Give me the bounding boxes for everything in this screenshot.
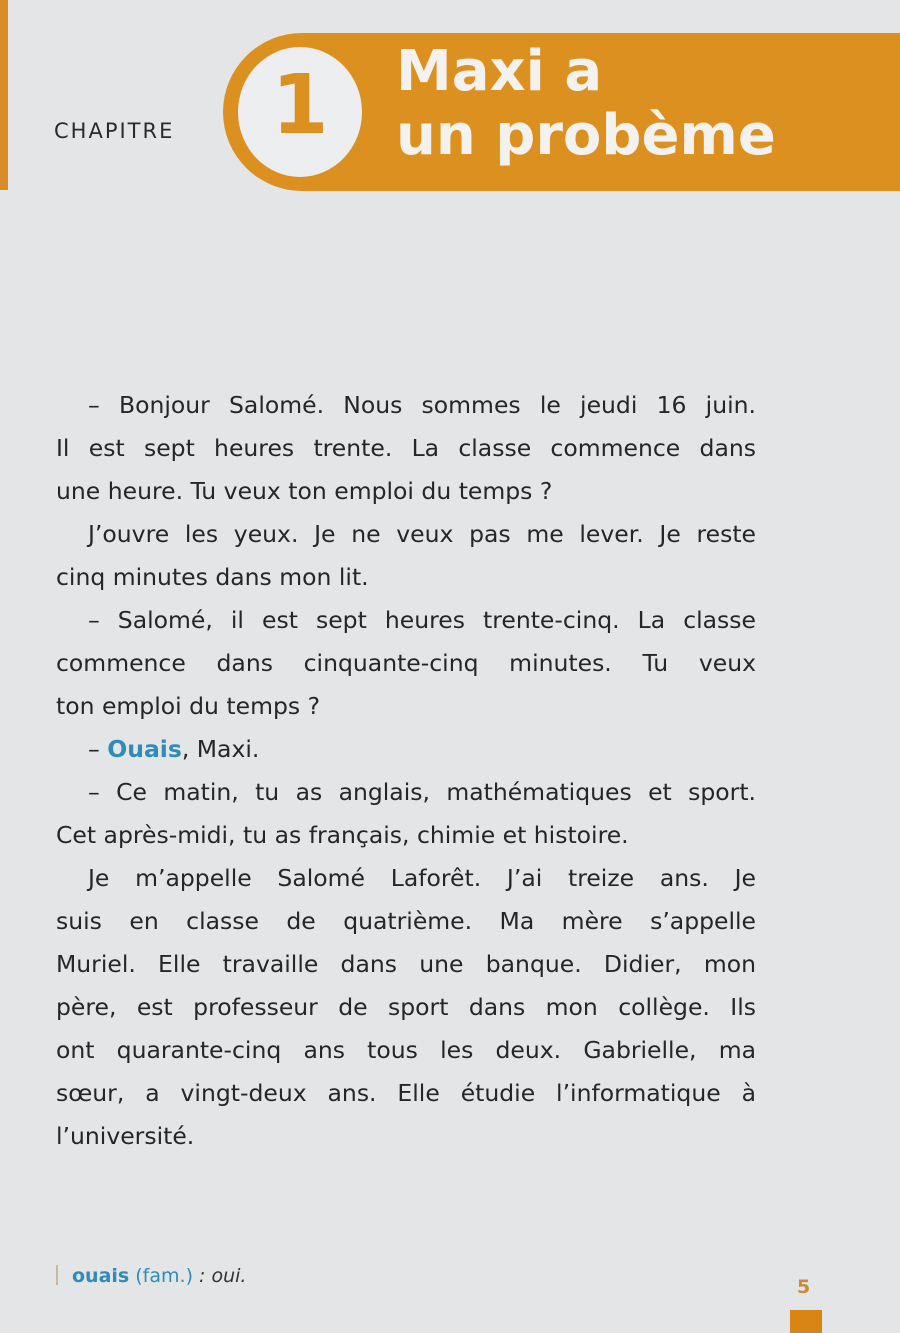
text-line: – Salomé, il est sept heures trente-cinq. La classe (88, 606, 756, 634)
dash: – (88, 735, 108, 763)
text-line: Muriel. Elle travaille dans une banque. Didier, mon (56, 950, 756, 978)
title-line-2: un probème (396, 103, 776, 168)
page-tab (790, 1310, 822, 1333)
line-rest: , Maxi. (181, 735, 260, 763)
footnote-definition: : oui. (192, 1265, 247, 1287)
footnote (56, 1265, 246, 1287)
text-line: J’ouvre les yeux. Je ne veux pas me lever. Je reste (88, 520, 756, 548)
footnote-word: ouais (72, 1265, 130, 1287)
text-line: commence dans cinquante-cinq minutes. Tu veux (56, 649, 756, 677)
chapter-label: CHAPITRE (54, 119, 175, 143)
text-line: – Bonjour Salomé. Nous sommes le jeudi 16 juin. (88, 391, 756, 419)
orange-page-edge (0, 0, 8, 190)
chapter-title (396, 40, 776, 168)
text-line: l’université. (56, 1122, 195, 1150)
text-line: Cet après-midi, tu as français, chimie et histoire. (56, 821, 629, 849)
text-line: Il est sept heures trente. La classe commence dans (56, 434, 756, 462)
page-number: 5 (797, 1276, 811, 1298)
text-line (56, 728, 756, 771)
text-line: père, est professeur de sport dans mon collège. Ils (56, 993, 756, 1021)
text-line: une heure. Tu veux ton emploi du temps ? (56, 477, 553, 505)
text-line: sœur, a vingt-deux ans. Elle étudie l’informatique à (56, 1079, 756, 1107)
footnote-bar (56, 1265, 58, 1285)
text-line: cinq minutes dans mon lit. (56, 563, 369, 591)
text-line: ton emploi du temps ? (56, 692, 321, 720)
glossary-word-ouais: Ouais (107, 735, 182, 763)
chapter-number: 1 (271, 58, 329, 153)
body-text (56, 384, 756, 1158)
footnote-tag: (fam.) (129, 1265, 193, 1287)
text-line: ont quarante-cinq ans tous les deux. Gabrielle, ma (56, 1036, 756, 1064)
title-line-1: Maxi a (396, 39, 603, 104)
text-line: Je m’appelle Salomé Laforêt. J’ai treize ans. Je (88, 864, 756, 892)
text-line: suis en classe de quatrième. Ma mère s’appelle (56, 907, 756, 935)
text-line: – Ce matin, tu as anglais, mathématiques et sport. (88, 778, 756, 806)
